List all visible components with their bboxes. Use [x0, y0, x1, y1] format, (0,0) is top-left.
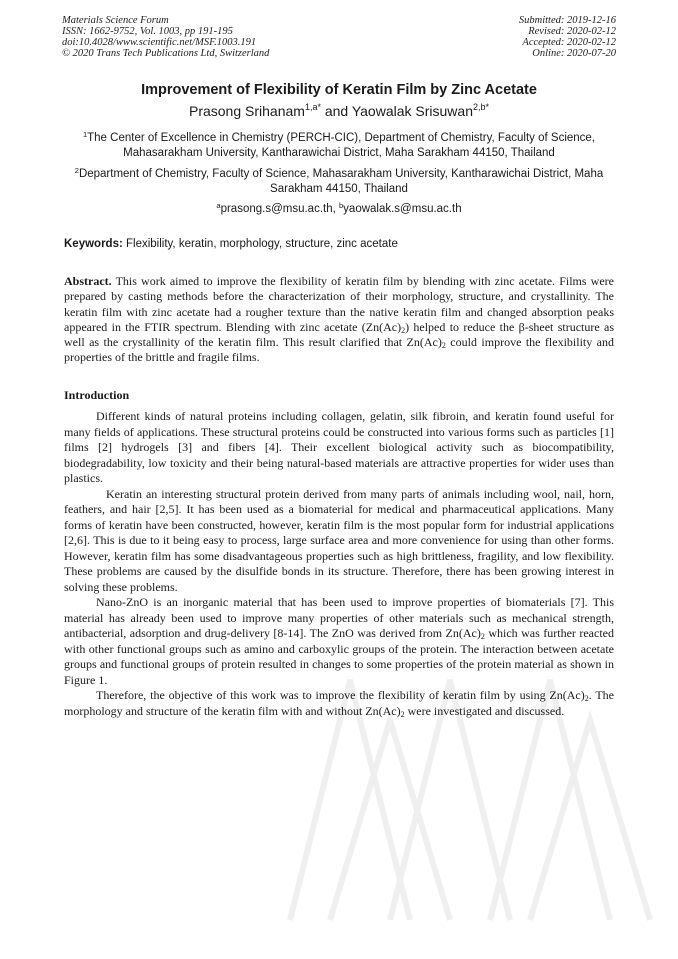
email-a[interactable]: prasong.s@msu.ac.th,	[220, 203, 339, 215]
affiliation-1-text: The Center of Excellence in Chemistry (PERCH-CIC), Department of Chemistry, Faculty of Science, Mahasarakham University, Kantharawichai District, Maha Sarakham 44150, Thailand	[87, 132, 596, 159]
keywords	[64, 238, 616, 250]
revised-date: Revised: 2020-02-12	[528, 26, 616, 37]
intro-p4-text-2: . The morphology and structure of the keratin film with and without Zn(Ac)	[64, 688, 614, 718]
intro-p4-text-3: were investigated and discussed.	[404, 703, 565, 718]
abstract-subscript-1: 2	[401, 325, 406, 335]
affiliation-2	[60, 167, 618, 197]
journal-info	[62, 15, 269, 59]
abstract-label: Abstract.	[64, 274, 112, 288]
affiliation-1	[60, 131, 618, 161]
intro-p4-subscript-2: 2	[400, 709, 405, 719]
affiliation-2-text: Department of Chemistry, Faculty of Science, Mahasarakham University, Kantharawichai District, Maha Sarakham 44150, Thailand	[78, 168, 604, 195]
keywords-text: Flexibility, keratin, morphology, structure, zinc acetate	[122, 238, 398, 250]
affiliation-1-mark: 1	[82, 130, 88, 139]
intro-p3-text-1: Nano-ZnO is an inorganic material that has been used to improve properties of biomaterials [7]. This material has already been used to improve many properties of other materials such as mechanical strength, antibacterial, adsorption and drug-delivery [8-14]. The ZnO was derived from Zn(Ac)	[64, 595, 614, 640]
author-emails	[0, 203, 678, 215]
author-1: Prasong Srihanam	[188, 103, 305, 119]
affiliation-2-mark: 2	[74, 166, 79, 175]
intro-paragraph-1: Different kinds of natural proteins including collagen, gelatin, silk fibroin, and keratin found useful for many fields of applications. These structural proteins could be constructed into various forms such as particles [1] films [2] hydrogels [3] and fibers [4]. Their excellent biological activity such as biocompatibility, biodegradability, low toxicity and their being natural-based materials are attractive properties for wider uses than plastics.	[64, 409, 614, 485]
watermark-graphic	[270, 640, 670, 940]
abstract-text-3: could improve the flexibility and properties of the brittle and fragile films.	[64, 335, 615, 365]
author-2: Yaowalak Srisuwan	[351, 103, 473, 119]
email-a-mark: a	[216, 201, 221, 210]
abstract-subscript-2: 2	[441, 341, 446, 351]
author-line	[0, 103, 678, 119]
email-b[interactable]: yaowalak.s@msu.ac.th	[343, 203, 462, 215]
introduction-heading: Introduction	[64, 388, 130, 402]
intro-p3-text-2: which was further reacted with other functional groups such as amino and carboxylic groups of the protein. The interaction between acetate groups and functional groups of protein resulted in changes to some properties of the protein material as shown in Figure 1.	[64, 626, 614, 687]
intro-p4-text-1: Therefore, the objective of this work was to improve the flexibility of keratin film by using Zn(Ac)	[96, 688, 585, 702]
author-conjunction: and	[320, 103, 352, 119]
intro-p4-subscript-1: 2	[584, 694, 589, 703]
submitted-date: Submitted: 2019-12-16	[518, 15, 616, 26]
intro-p3-subscript: 2	[480, 632, 485, 641]
email-b-mark: b	[339, 201, 344, 210]
copyright: © 2020 Trans Tech Publications Ltd, Switzerland	[62, 48, 270, 59]
paper-title: Improvement of Flexibility of Keratin Film by Zinc Acetate	[141, 82, 537, 98]
author-2-affiliation-mark: 2,b*	[472, 102, 489, 112]
keywords-label: Keywords:	[64, 238, 123, 250]
abstract	[64, 274, 614, 366]
abstract-text-2: ) helped to reduce the β-sheet structure as well as the crystallinity of the keratin film. This result clarified that Zn(Ac)	[64, 319, 614, 350]
issn-volume: ISSN: 1662-9752, Vol. 1003, pp 191-195	[62, 26, 233, 37]
abstract-text-1: This work aimed to improve the flexibility of keratin film by blending with zinc acetate. Films were prepared by casting methods before the characterization of their morphology, structure, and crystallinity. The keratin film with zinc acetate had a rougher texture than the native keratin film and changed absorption peaks appeared in the FTIR spectrum. Blending with zinc acetate (Zn(Ac)	[64, 274, 614, 334]
doi: doi:10.4028/www.scientific.net/MSF.1003.191	[62, 37, 257, 48]
intro-paragraph-2: Keratin an interesting structural protein derived from many parts of animals including wool, nail, horn, feathers, and hair [2,5]. It has been used as a biomaterial for medical and pharmaceutical applications. Many forms of keratin have been constructed, however, keratin film is the most popular form for industrial applications [2,6]. This is due to it being easy to process, large surface area and more convenience for using than other forms. However, keratin film has some disadvantageous properties such as high brittleness, fragility, and low flexibility. These problems are caused by the disulfide bonds in its structure. Therefore, there has been growing interest in solving these problems.	[64, 486, 614, 594]
online-date: Online: 2020-07-20	[532, 48, 616, 59]
accepted-date: Accepted: 2020-02-12	[522, 37, 616, 48]
author-1-affiliation-mark: 1,a*	[304, 102, 321, 112]
publication-dates	[519, 15, 616, 59]
journal-name: Materials Science Forum	[62, 15, 169, 26]
